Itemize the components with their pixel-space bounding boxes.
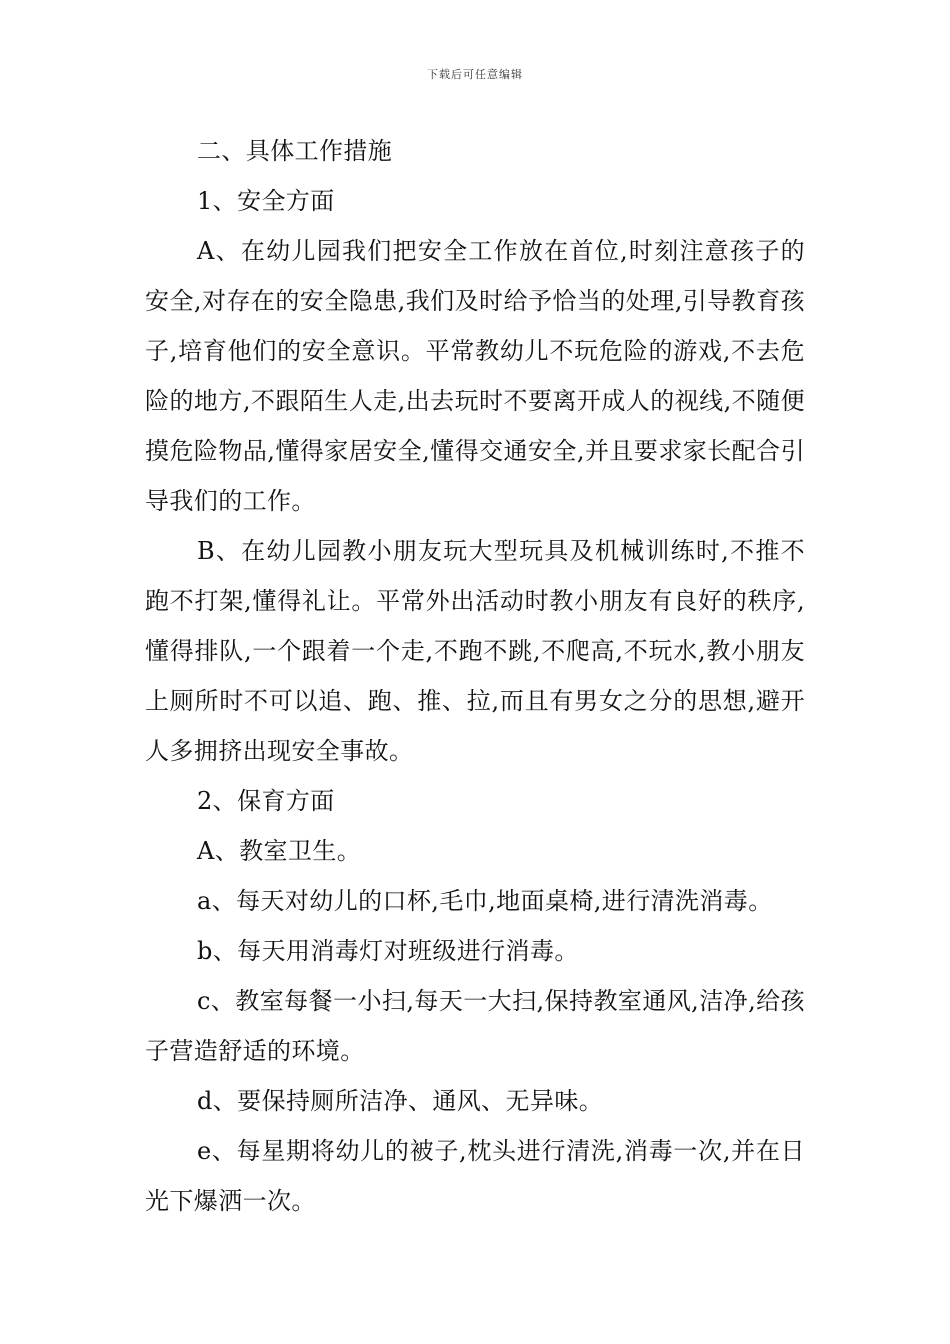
page-header-note: 下载后可任意编辑 xyxy=(427,68,523,81)
document-body xyxy=(145,126,805,1226)
item-a: a、每天对幼儿的口杯,毛巾,地面桌椅,进行清洗消毒。 xyxy=(197,887,773,915)
paragraph-safety-b: B、在幼儿园教小朋友玩大型玩具及机械训练时,不推不跑不打架,懂得礼让。平常外出活动时教小朋友有良好的秩序,懂得排队,一个跟着一个走,不跑不跳,不爬高,不玩水,教小朋友上厕所时不可以追、跑、推、拉,而且有男女之分的思想,避开人多拥挤出现安全事故。 xyxy=(145,537,805,765)
subsection-heading-safety: 1、安全方面 xyxy=(197,187,335,215)
section-heading: 二、具体工作措施 xyxy=(197,137,393,165)
item-e: e、每星期将幼儿的被子,枕头进行清洗,消毒一次,并在日光下爆洒一次。 xyxy=(145,1137,805,1215)
item-classroom-hygiene: A、教室卫生。 xyxy=(197,837,362,865)
item-c: c、教室每餐一小扫,每天一大扫,保持教室通风,洁净,给孩子营造舒适的环境。 xyxy=(145,987,805,1065)
item-b: b、每天用消毒灯对班级进行消毒。 xyxy=(197,937,579,965)
item-d: d、要保持厕所洁净、通风、无异味。 xyxy=(197,1087,604,1115)
subsection-heading-care: 2、保育方面 xyxy=(197,787,335,815)
paragraph-safety-a: A、在幼儿园我们把安全工作放在首位,时刻注意孩子的安全,对存在的安全隐患,我们及时给予恰当的处理,引导教育孩子,培育他们的安全意识。平常教幼儿不玩危险的游戏,不去危险的地方,不跟陌生人走,出去玩时不要离开成人的视线,不随便摸危险物品,懂得家居安全,懂得交通安全,并且要求家长配合引导我们的工作。 xyxy=(145,237,805,515)
